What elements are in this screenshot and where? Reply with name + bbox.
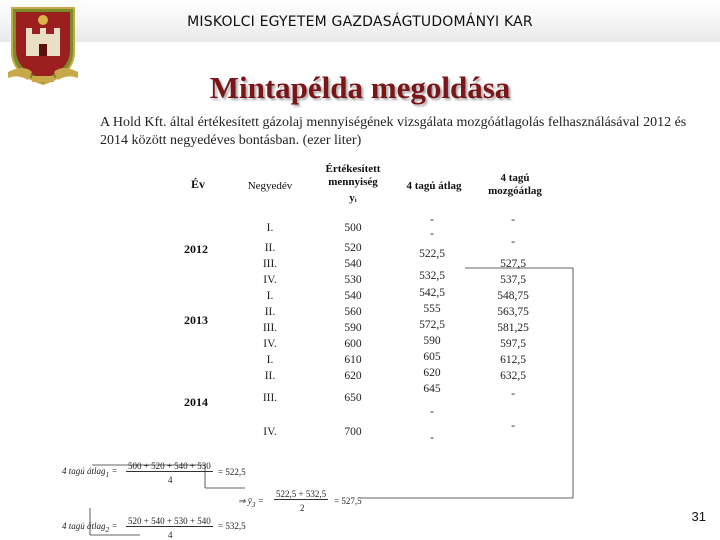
year-2014: 2014 [184, 395, 208, 409]
quarter-cell: III. [262, 322, 278, 334]
quarter-cell: I. [266, 354, 274, 366]
formula-2-lhs: ⇒ $ȳ_3$ = [238, 496, 264, 509]
quarter-cell: III. [262, 392, 278, 404]
avg4-cell: 620 [423, 367, 441, 379]
formula-1-denominator: 4 [168, 475, 173, 485]
header-moving-1: 4 tagú [500, 172, 530, 184]
header-sold-2: mennyiség [328, 176, 378, 188]
quarter-cell: II. [264, 306, 276, 318]
value-cell: 500 [344, 222, 362, 234]
formula-2-sub: 3 [251, 499, 256, 509]
formula-3-sub: 2 [105, 524, 110, 534]
avg4-cell: - [430, 406, 434, 418]
value-cell: 530 [344, 274, 362, 286]
intro-text: A Hold Kft. által értékesített gázolaj mennyiségének vizsgálata mozgóátlagolás felhasználásával 2012 és 2014 között negyedéves bontásban. (ezer liter) [100, 115, 687, 148]
moving-avg-cell: 537,5 [500, 274, 526, 286]
page-number: 31 [691, 509, 706, 524]
value-cell: 700 [344, 426, 362, 438]
formula-1-numerator: 500 + 520 + 540 + 530 [128, 461, 211, 471]
avg4-cell: 605 [423, 351, 441, 363]
avg4-cell: 532,5 [419, 270, 445, 282]
value-cell: 540 [344, 290, 362, 302]
moving-avg-cell: - [511, 214, 515, 226]
formula-1-eq: = [111, 466, 118, 476]
value-cell: 560 [344, 306, 362, 318]
avg4-cell: 522,5 [419, 248, 445, 260]
header-year: Év [190, 177, 205, 191]
quarter-cell: I. [266, 222, 274, 234]
year-2013: 2013 [184, 313, 208, 327]
formula-3-eq: = [111, 521, 118, 531]
quarter-cell: IV. [263, 426, 277, 438]
moving-avg-cell: - [511, 388, 515, 400]
formula-1-label [62, 466, 118, 480]
quarter-cell: I. [266, 290, 274, 302]
formula-3-result: = 532,5 [218, 521, 246, 531]
formula-1-sub: 1 [105, 469, 110, 479]
institution-name: MISKOLCI EGYETEM GAZDASÁGTUDOMÁNYI KAR [187, 14, 533, 30]
moving-avg-cell: 612,5 [500, 354, 526, 366]
value-cell: 590 [344, 322, 362, 334]
value-cell: 620 [344, 370, 362, 382]
moving-avg-cell: 527,5 [500, 258, 526, 270]
formula-3-label-text: 4 tagú átlag [62, 521, 106, 531]
value-cell: 650 [344, 392, 362, 404]
header-sold-1: Értékesített [325, 163, 381, 175]
formula-2-result: = 527,5 [334, 496, 362, 506]
moving-avg-cell: - [511, 236, 515, 248]
moving-avg-cell: - [511, 420, 515, 432]
avg4-cell: 555 [423, 303, 441, 315]
avg4-cell: 645 [423, 383, 441, 395]
value-cell: 610 [344, 354, 362, 366]
quarter-cell: IV. [263, 274, 277, 286]
year-2012: 2012 [184, 242, 208, 256]
value-cell: 540 [344, 258, 362, 270]
header-sold-3: yᵢ [349, 192, 357, 204]
moving-avg-cell: 548,75 [497, 290, 529, 302]
formula-2-numerator: 522,5 + 532,5 [276, 489, 327, 499]
avg4-cell: 542,5 [419, 287, 445, 299]
header-quarter: Negyedév [247, 180, 293, 192]
header-moving-2: mozgóátlag [488, 185, 542, 197]
avg4-cell: - [430, 214, 434, 226]
formula-3-numerator: 520 + 540 + 530 + 540 [128, 516, 211, 526]
moving-avg-cell: 597,5 [500, 338, 526, 350]
avg4-cell: 590 [423, 335, 441, 347]
formula-3-label [62, 521, 118, 535]
formula-1-result: = 522,5 [218, 467, 246, 477]
avg4-cell: - [430, 432, 434, 444]
quarter-cell: IV. [263, 338, 277, 350]
formula-2-lhs-text: ⇒ ȳ [238, 496, 252, 506]
header-avg4: 4 tagú átlag [406, 180, 462, 192]
moving-avg-cell: 632,5 [500, 370, 526, 382]
moving-avg-cell: 563,75 [497, 306, 529, 318]
formula-1-label-text: 4 tagú átlag [62, 466, 106, 476]
avg4-cell: - [430, 228, 434, 240]
quarter-cell: III. [262, 258, 278, 270]
value-cell: 600 [344, 338, 362, 350]
formula-2-denominator: 2 [300, 503, 305, 513]
quarter-cell: II. [264, 370, 276, 382]
value-cell: 520 [344, 242, 362, 254]
slide-title: Mintapélda megoldása [209, 70, 511, 105]
quarter-cell: II. [264, 242, 276, 254]
avg4-cell: 572,5 [419, 319, 445, 331]
moving-avg-cell: 581,25 [497, 322, 529, 334]
formula-3-denominator: 4 [168, 530, 173, 540]
